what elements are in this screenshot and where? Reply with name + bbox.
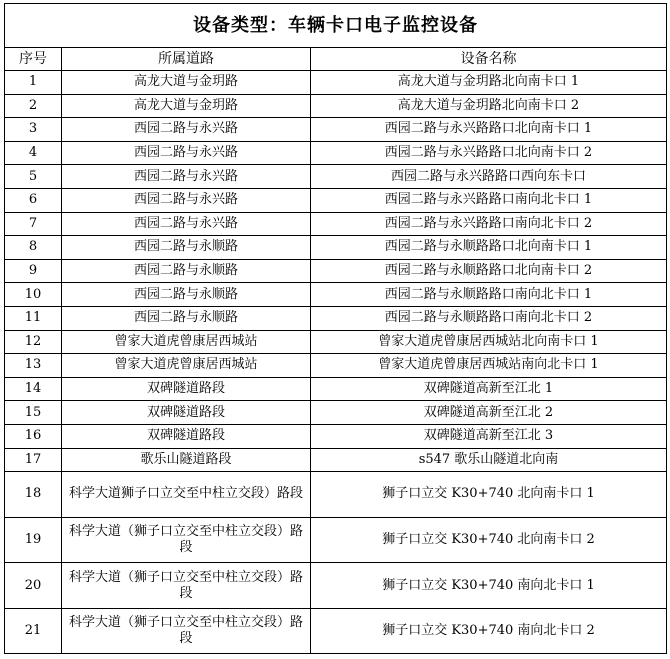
- cell-no: 17: [5, 448, 62, 472]
- cell-no: 11: [5, 306, 62, 330]
- cell-road: 科学大道（狮子口立交至中柱立交段）路段: [62, 517, 311, 563]
- cell-road: 双碑隧道路段: [62, 424, 311, 448]
- cell-device: 西园二路与永顺路路口北向南卡口 2: [311, 259, 667, 283]
- column-header-device: 设备名称: [311, 48, 667, 71]
- device-table-sheet: [4, 3, 666, 654]
- table-row: [5, 71, 667, 95]
- column-header-no: 序号: [5, 48, 62, 71]
- cell-no: 7: [5, 212, 62, 236]
- cell-device: 双碑隧道高新至江北 3: [311, 424, 667, 448]
- cell-device: 狮子口立交 K30+740 南向北卡口 1: [311, 563, 667, 609]
- cell-device: 西园二路与永顺路路口南向北卡口 1: [311, 283, 667, 307]
- table-row: [5, 330, 667, 354]
- cell-no: 19: [5, 517, 62, 563]
- table-row: [5, 563, 667, 609]
- cell-road: 西园二路与永顺路: [62, 236, 311, 260]
- cell-no: 13: [5, 354, 62, 378]
- cell-device: 高龙大道与金玥路北向南卡口 1: [311, 71, 667, 95]
- cell-device: 曾家大道虎曾康居西城站北向南卡口 1: [311, 330, 667, 354]
- cell-road: 西园二路与永顺路: [62, 259, 311, 283]
- cell-no: 12: [5, 330, 62, 354]
- cell-device: 曾家大道虎曾康居西城站南向北卡口 1: [311, 354, 667, 378]
- cell-road: 西园二路与永顺路: [62, 283, 311, 307]
- cell-road: 科学大道（狮子口立交至中柱立交段）路段: [62, 608, 311, 654]
- cell-road: 歌乐山隧道路段: [62, 448, 311, 472]
- cell-device: 西园二路与永顺路路口南向北卡口 2: [311, 306, 667, 330]
- cell-device: 狮子口立交 K30+740 南向北卡口 2: [311, 608, 667, 654]
- cell-device: 西园二路与永兴路路口西向东卡口: [311, 165, 667, 189]
- cell-road: 西园二路与永兴路: [62, 165, 311, 189]
- cell-road: 双碑隧道路段: [62, 377, 311, 401]
- cell-road: 西园二路与永兴路: [62, 141, 311, 165]
- cell-road: 西园二路与永兴路: [62, 118, 311, 142]
- cell-device: 西园二路与永兴路路口北向南卡口 1: [311, 118, 667, 142]
- cell-no: 14: [5, 377, 62, 401]
- cell-device: 西园二路与永兴路路口北向南卡口 2: [311, 141, 667, 165]
- table-row: [5, 236, 667, 260]
- cell-road: 双碑隧道路段: [62, 401, 311, 425]
- table-row: [5, 517, 667, 563]
- cell-no: 18: [5, 472, 62, 518]
- cell-road: 西园二路与永兴路: [62, 212, 311, 236]
- cell-no: 1: [5, 71, 62, 95]
- table-row: [5, 472, 667, 518]
- header-row: [5, 48, 667, 71]
- cell-device: 西园二路与永兴路路口南向北卡口 2: [311, 212, 667, 236]
- cell-no: 9: [5, 259, 62, 283]
- table-row: [5, 354, 667, 378]
- cell-no: 2: [5, 94, 62, 118]
- cell-road: 西园二路与永顺路: [62, 306, 311, 330]
- table-row: [5, 608, 667, 654]
- table-row: [5, 401, 667, 425]
- table-title: 设备类型：车辆卡口电子监控设备: [5, 4, 667, 48]
- cell-no: 3: [5, 118, 62, 142]
- cell-device: s547 歌乐山隧道北向南: [311, 448, 667, 472]
- table-row: [5, 306, 667, 330]
- table-row: [5, 118, 667, 142]
- table-row: [5, 424, 667, 448]
- column-header-road: 所属道路: [62, 48, 311, 71]
- cell-no: 5: [5, 165, 62, 189]
- cell-no: 10: [5, 283, 62, 307]
- table-row: [5, 283, 667, 307]
- table-row: [5, 212, 667, 236]
- cell-no: 20: [5, 563, 62, 609]
- cell-device: 西园二路与永兴路路口南向北卡口 1: [311, 188, 667, 212]
- cell-device: 双碑隧道高新至江北 2: [311, 401, 667, 425]
- device-table: [4, 3, 667, 654]
- cell-no: 16: [5, 424, 62, 448]
- cell-road: 曾家大道虎曾康居西城站: [62, 354, 311, 378]
- cell-device: 狮子口立交 K30+740 北向南卡口 1: [311, 472, 667, 518]
- cell-road: 高龙大道与金玥路: [62, 71, 311, 95]
- cell-road: 科学大道（狮子口立交至中柱立交段）路段: [62, 563, 311, 609]
- table-row: [5, 448, 667, 472]
- cell-no: 15: [5, 401, 62, 425]
- table-row: [5, 259, 667, 283]
- cell-no: 4: [5, 141, 62, 165]
- cell-no: 6: [5, 188, 62, 212]
- table-row: [5, 94, 667, 118]
- cell-device: 西园二路与永顺路路口北向南卡口 1: [311, 236, 667, 260]
- table-row: [5, 377, 667, 401]
- title-row: [5, 4, 667, 48]
- cell-device: 高龙大道与金玥路北向南卡口 2: [311, 94, 667, 118]
- cell-road: 曾家大道虎曾康居西城站: [62, 330, 311, 354]
- cell-road: 西园二路与永兴路: [62, 188, 311, 212]
- cell-road: 科学大道狮子口立交至中柱立交段）路段: [62, 472, 311, 518]
- table-row: [5, 141, 667, 165]
- cell-no: 8: [5, 236, 62, 260]
- cell-road: 高龙大道与金玥路: [62, 94, 311, 118]
- cell-device: 狮子口立交 K30+740 北向南卡口 2: [311, 517, 667, 563]
- cell-no: 21: [5, 608, 62, 654]
- table-row: [5, 165, 667, 189]
- table-row: [5, 188, 667, 212]
- cell-device: 双碑隧道高新至江北 1: [311, 377, 667, 401]
